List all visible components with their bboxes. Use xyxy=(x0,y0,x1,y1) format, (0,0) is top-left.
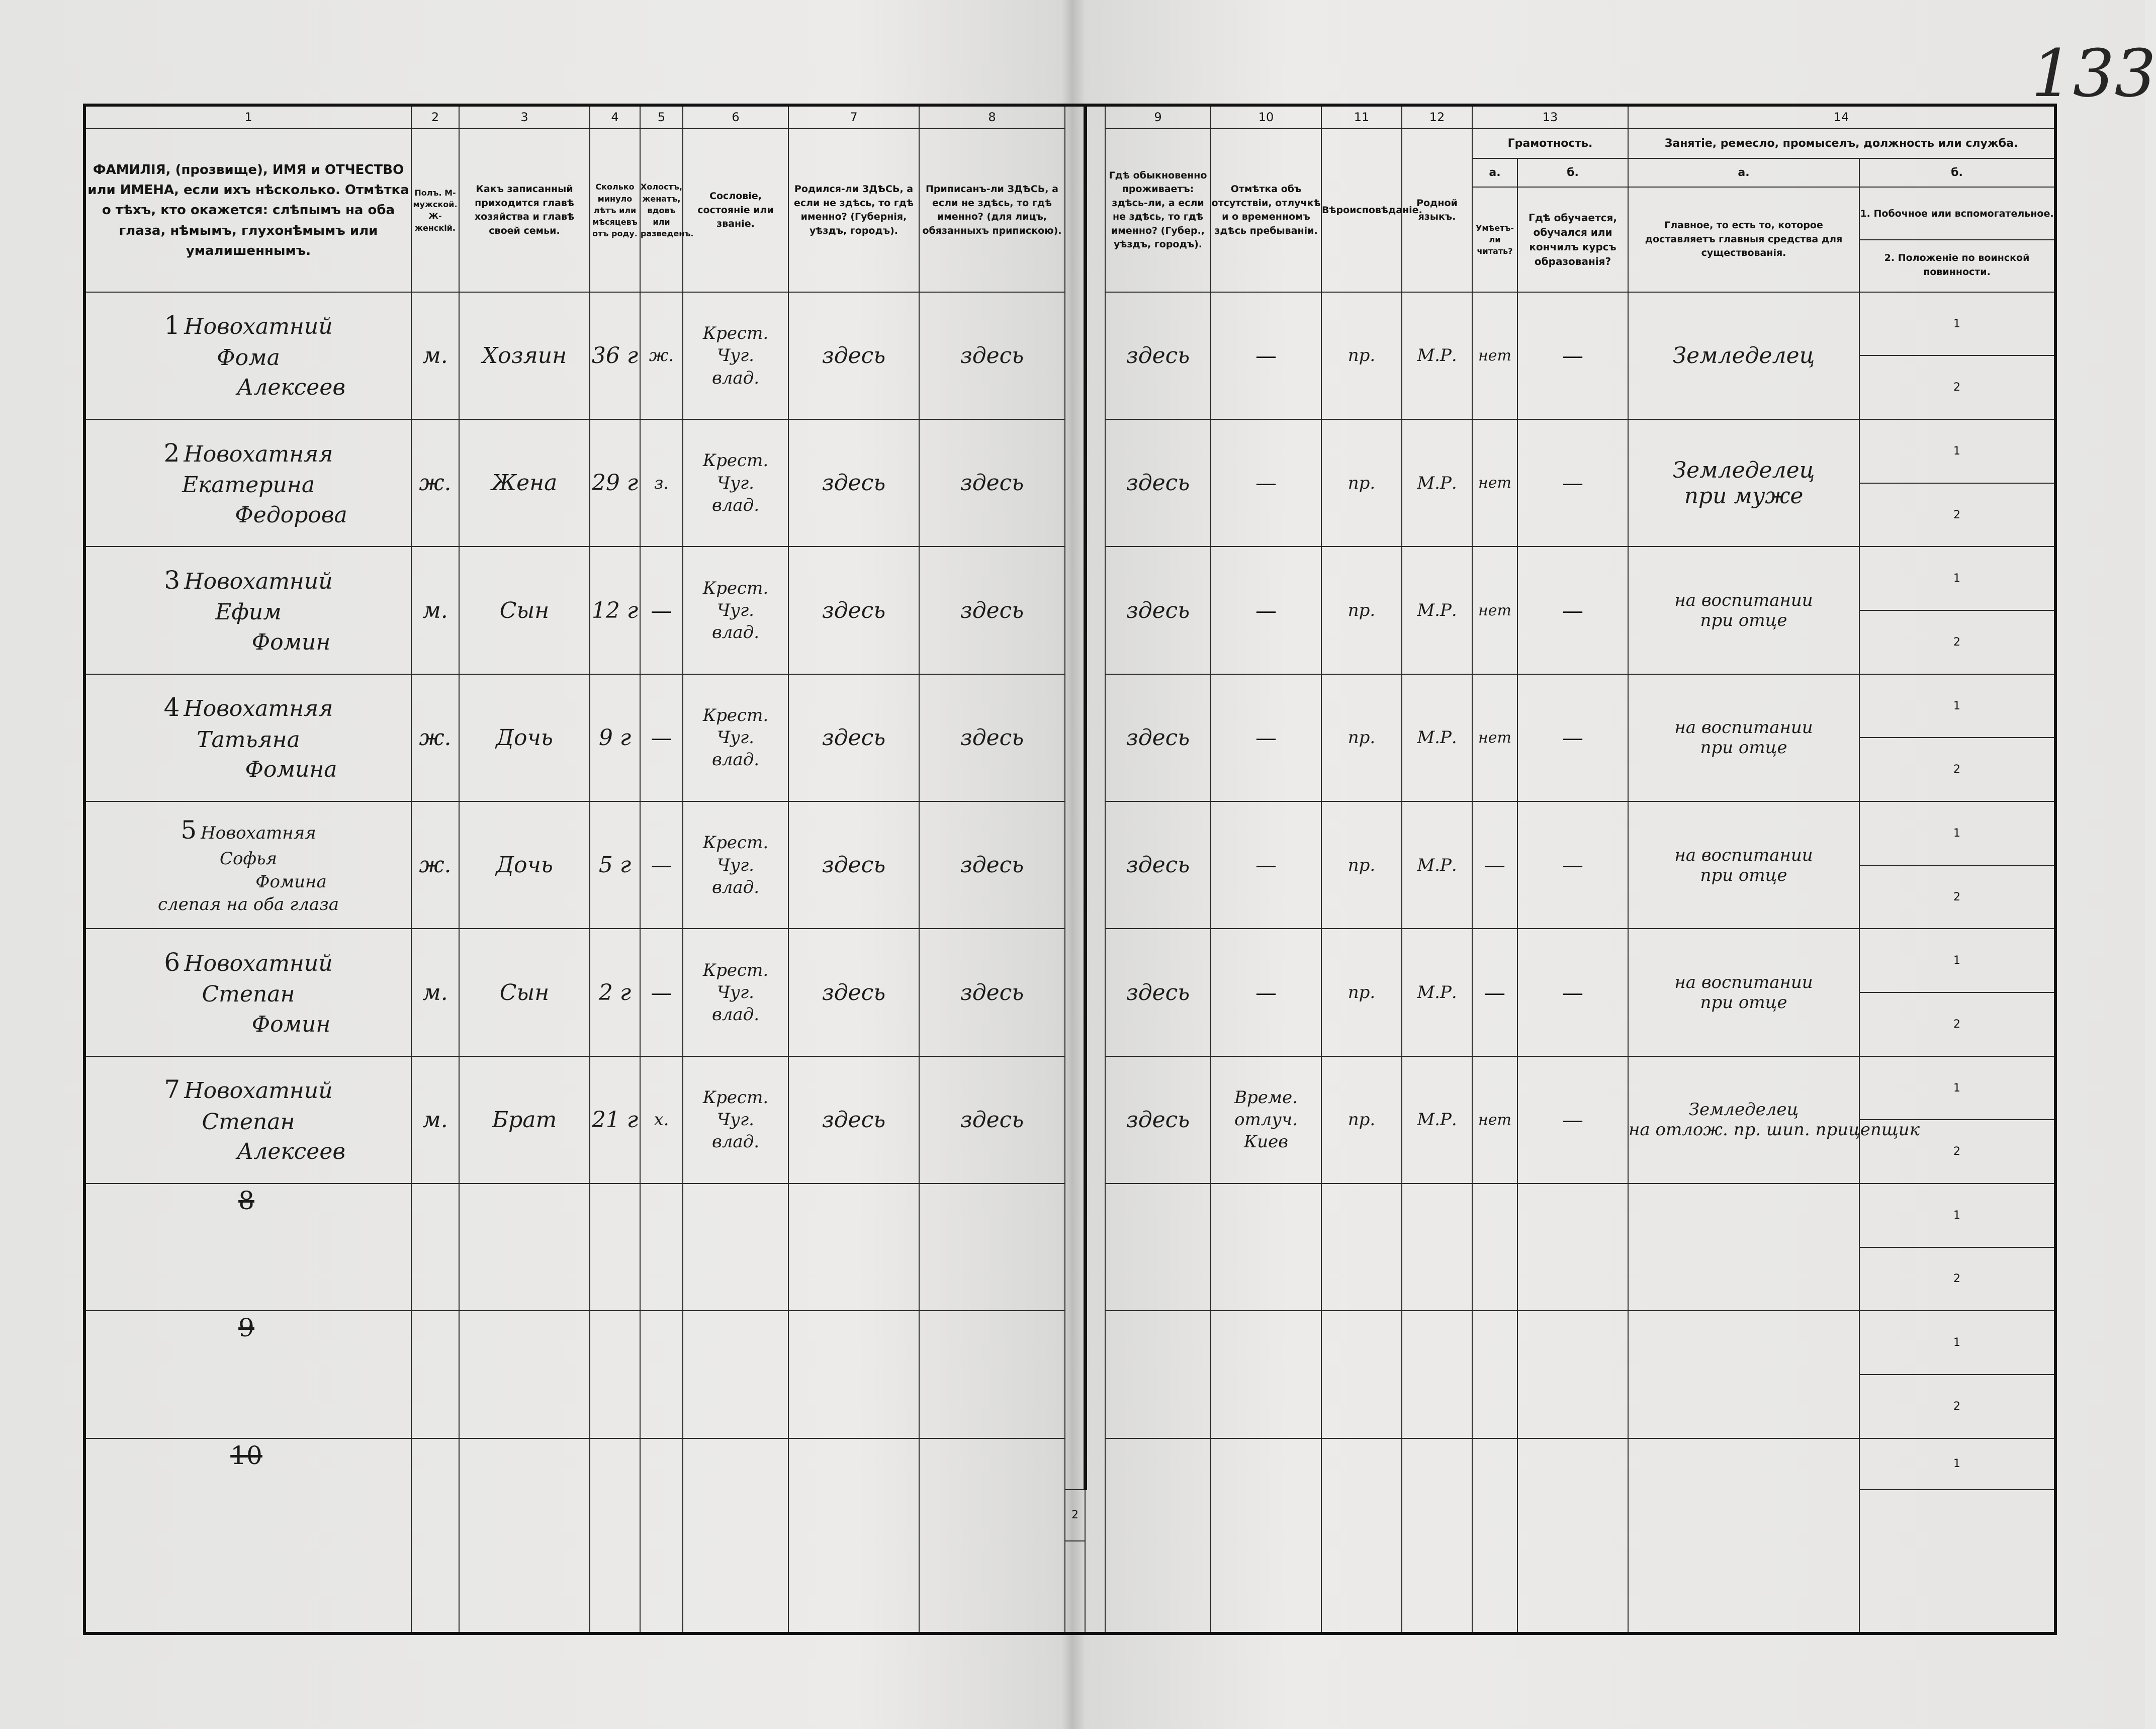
sub-mark: 1 xyxy=(1859,1311,2055,1375)
person-education: — xyxy=(1517,674,1628,801)
person-absence: — xyxy=(1211,674,1321,801)
col-num: 11 xyxy=(1321,105,1402,129)
header-main-occupation: Главное, то есть то, которое доставляетъ главныя средства для существованія. xyxy=(1628,187,1859,292)
person-language: М.Р. xyxy=(1402,929,1472,1056)
column-number-row xyxy=(84,105,2055,129)
person-religion: пр. xyxy=(1321,1056,1402,1184)
person-absence: — xyxy=(1211,547,1321,674)
person-sex: ж. xyxy=(411,419,459,547)
sub-mark: 2 xyxy=(1859,483,2055,547)
person-registration: здесь xyxy=(919,547,1065,674)
header-sex: Полъ. М-мужской. Ж-женскій. xyxy=(411,129,459,292)
person-education: — xyxy=(1517,547,1628,674)
person-occupation: Земледелец на отлож. пр. шип. прицепщик xyxy=(1628,1056,1859,1184)
sub-mark: 2 xyxy=(1859,610,2055,674)
person-language: М.Р. xyxy=(1402,801,1472,929)
person-education: — xyxy=(1517,929,1628,1056)
person-relation: Брат xyxy=(459,1056,590,1184)
person-age: 29 г xyxy=(590,419,640,547)
person-occupation: на воспитании при отце xyxy=(1628,547,1859,674)
person-relation: Дочь xyxy=(459,674,590,801)
header-education: Гдѣ обучается, обучался или кончилъ курсъ образованія? xyxy=(1517,187,1628,292)
person-occupation: на воспитании при отце xyxy=(1628,929,1859,1056)
person-name: 4 Новохатняя Татьяна Фомина xyxy=(84,674,411,801)
person-estate: Крест. Чуг. влад. xyxy=(683,419,788,547)
header-13a-letter: а. xyxy=(1472,158,1517,187)
person-birthplace: здесь xyxy=(788,547,919,674)
col-num: 4 xyxy=(590,105,640,129)
person-marital: — xyxy=(640,929,683,1056)
header-registration: Приписанъ-ли ЗДѢСЬ, а если не здѣсь, то гдѣ именно? (для лицъ, обязанныхъ припискою). xyxy=(919,129,1065,292)
person-religion: пр. xyxy=(1321,292,1402,419)
person-residence: здесь xyxy=(1105,801,1211,929)
person-religion: пр. xyxy=(1321,674,1402,801)
sub-mark: 2 xyxy=(1859,865,2055,929)
person-literate: нет xyxy=(1472,419,1517,547)
person-registration: здесь xyxy=(919,801,1065,929)
person-age: 21 г xyxy=(590,1056,640,1184)
person-relation: Сын xyxy=(459,547,590,674)
person-name: 3 Новохатний Ефим Фомин xyxy=(84,547,411,674)
header-side-occupation: 1. Побочное или вспомогательное. xyxy=(1860,189,2054,240)
person-estate: Крест. Чуг. влад. xyxy=(683,801,788,929)
person-language: М.Р. xyxy=(1402,1056,1472,1184)
header-14b-letter: б. xyxy=(1859,158,2055,187)
person-age: 9 г xyxy=(590,674,640,801)
header-13b-letter: б. xyxy=(1517,158,1628,187)
person-relation: Хозяин xyxy=(459,292,590,419)
page-number: 133 xyxy=(2031,35,2156,112)
col-num: 12 xyxy=(1402,105,1472,129)
header-14a-letter: а. xyxy=(1628,158,1859,187)
person-marital: з. xyxy=(640,419,683,547)
header-estate: Сословіе, состояніе или званіе. xyxy=(683,129,788,292)
person-birthplace: здесь xyxy=(788,801,919,929)
person-religion: пр. xyxy=(1321,547,1402,674)
sub-mark: 1 xyxy=(1859,419,2055,483)
person-age: 12 г xyxy=(590,547,640,674)
person-marital: — xyxy=(640,801,683,929)
person-language: М.Р. xyxy=(1402,674,1472,801)
header-literacy: Грамотность. xyxy=(1472,129,1628,158)
header-occupation: Занятіе, ремесло, промыселъ, должность или служба. xyxy=(1628,129,2055,158)
header-can-read: Умѣетъ-ли читать? xyxy=(1472,187,1517,292)
person-birthplace: здесь xyxy=(788,419,919,547)
empty-row-number: 9 xyxy=(84,1311,411,1438)
person-birthplace: здесь xyxy=(788,292,919,419)
sub-mark: 1 xyxy=(1859,929,2055,992)
person-occupation: на воспитании при отце xyxy=(1628,674,1859,801)
sub-mark: 2 xyxy=(1859,1247,2055,1311)
person-relation: Дочь xyxy=(459,801,590,929)
person-age: 36 г xyxy=(590,292,640,419)
person-relation: Сын xyxy=(459,929,590,1056)
person-marital: х. xyxy=(640,1056,683,1184)
sub-mark: 1 xyxy=(1859,1184,2055,1247)
person-education: — xyxy=(1517,292,1628,419)
person-literate: — xyxy=(1472,929,1517,1056)
person-residence: здесь xyxy=(1105,419,1211,547)
person-birthplace: здесь xyxy=(788,929,919,1056)
book-gutter-right xyxy=(1085,105,1105,1490)
header-religion: Вѣроисповѣданіе. xyxy=(1321,129,1402,292)
person-registration: здесь xyxy=(919,419,1065,547)
person-name: 5 Новохатняя Софья Фомина слепая на оба глаза xyxy=(84,801,411,929)
person-residence: здесь xyxy=(1105,929,1211,1056)
sub-mark: 1 xyxy=(1859,674,2055,738)
col-num: 14 xyxy=(1628,105,2055,129)
person-estate: Крест. Чуг. влад. xyxy=(683,292,788,419)
person-name: 2 Новохатняя Екатерина Федорова xyxy=(84,419,411,547)
person-literate: нет xyxy=(1472,292,1517,419)
person-language: М.Р. xyxy=(1402,419,1472,547)
person-estate: Крест. Чуг. влад. xyxy=(683,1056,788,1184)
book-gutter-left xyxy=(1065,105,1085,1490)
person-estate: Крест. Чуг. влад. xyxy=(683,674,788,801)
person-religion: пр. xyxy=(1321,801,1402,929)
col-num: 10 xyxy=(1211,105,1321,129)
header-residence: Гдѣ обыкновенно проживаетъ: здѣсь-ли, а если не здѣсь, то гдѣ именно? (Губер., уѣздъ, городъ). xyxy=(1105,129,1211,292)
person-occupation: на воспитании при отце xyxy=(1628,801,1859,929)
col-num: 7 xyxy=(788,105,919,129)
person-religion: пр. xyxy=(1321,929,1402,1056)
header-military: 2. Положеніе по воинской повинности. xyxy=(1884,252,2030,278)
sub-mark: 1 xyxy=(1859,292,2055,356)
sub-mark: 1 xyxy=(1859,547,2055,610)
col-num: 5 xyxy=(640,105,683,129)
col-num: 1 xyxy=(84,105,411,129)
person-name: 1 Новохатний Фома Алексеев xyxy=(84,292,411,419)
sub-mark: 2 xyxy=(1859,992,2055,1056)
header-absence: Отмѣтка объ отсутствіи, отлучкѣ и о временномъ здѣсь пребываніи. xyxy=(1211,129,1321,292)
sub-mark: 2 xyxy=(1859,1375,2055,1438)
person-residence: здесь xyxy=(1105,674,1211,801)
person-language: М.Р. xyxy=(1402,547,1472,674)
person-estate: Крест. Чуг. влад. xyxy=(683,929,788,1056)
person-birthplace: здесь xyxy=(788,1056,919,1184)
sub-mark: 2 xyxy=(1859,1120,2055,1184)
person-registration: здесь xyxy=(919,292,1065,419)
person-estate: Крест. Чуг. влад. xyxy=(683,547,788,674)
person-residence: здесь xyxy=(1105,292,1211,419)
person-marital: — xyxy=(640,674,683,801)
person-marital: — xyxy=(640,547,683,674)
header-age: Сколько минуло лѣтъ или мѣсяцевъ отъ роду. xyxy=(590,129,640,292)
person-absence: — xyxy=(1211,419,1321,547)
person-literate: нет xyxy=(1472,1056,1517,1184)
person-name: 6 Новохатний Степан Фомин xyxy=(84,929,411,1056)
empty-row-number: 10 xyxy=(84,1438,411,1633)
person-occupation: Земледелец при муже xyxy=(1628,419,1859,547)
census-form-table xyxy=(83,104,2057,1635)
sub-mark: 2 xyxy=(1859,355,2055,419)
person-literate: нет xyxy=(1472,547,1517,674)
person-residence: здесь xyxy=(1105,547,1211,674)
sub-mark: 1 xyxy=(1859,801,2055,865)
person-birthplace: здесь xyxy=(788,674,919,801)
header-secondary xyxy=(1859,187,2055,292)
col-num: 3 xyxy=(459,105,590,129)
person-absence: — xyxy=(1211,801,1321,929)
sub-mark: 2 xyxy=(1065,1490,1085,1541)
person-registration: здесь xyxy=(919,929,1065,1056)
header-language: Родной языкъ. xyxy=(1402,129,1472,292)
header-relation: Какъ записанный приходится главѣ хозяйства и главѣ своей семьи. xyxy=(459,129,590,292)
person-education: — xyxy=(1517,419,1628,547)
person-marital: ж. xyxy=(640,292,683,419)
person-registration: здесь xyxy=(919,1056,1065,1184)
col-num: 9 xyxy=(1105,105,1211,129)
person-absence: — xyxy=(1211,292,1321,419)
person-literate: — xyxy=(1472,801,1517,929)
col-num: 13 xyxy=(1472,105,1628,129)
col-num: 6 xyxy=(683,105,788,129)
person-absence: — xyxy=(1211,929,1321,1056)
person-sex: м. xyxy=(411,292,459,419)
person-registration: здесь xyxy=(919,674,1065,801)
header-marital: Холостъ, женатъ, вдовъ или разведенъ. xyxy=(640,129,683,292)
sub-mark: 1 xyxy=(1859,1056,2055,1120)
person-name: 7 Новохатний Степан Алексеев xyxy=(84,1056,411,1184)
col-num: 8 xyxy=(919,105,1065,129)
sub-mark: 2 xyxy=(1859,738,2055,801)
person-literate: нет xyxy=(1472,674,1517,801)
person-occupation: Земледелец xyxy=(1628,292,1859,419)
col-num: 2 xyxy=(411,105,459,129)
person-sex: м. xyxy=(411,1056,459,1184)
person-language: М.Р. xyxy=(1402,292,1472,419)
person-religion: пр. xyxy=(1321,419,1402,547)
person-sex: м. xyxy=(411,547,459,674)
person-age: 5 г xyxy=(590,801,640,929)
person-absence: Време. отлуч. Киев xyxy=(1211,1056,1321,1184)
person-education: — xyxy=(1517,1056,1628,1184)
person-relation: Жена xyxy=(459,419,590,547)
person-sex: ж. xyxy=(411,674,459,801)
empty-row-number: 8 xyxy=(84,1184,411,1311)
sub-mark: 1 xyxy=(1859,1438,2055,1490)
person-residence: здесь xyxy=(1105,1056,1211,1184)
person-age: 2 г xyxy=(590,929,640,1056)
header-name: ФАМИЛІЯ, (прозвище), ИМЯ и ОТЧЕСТВО или ИМЕНА, если ихъ нѣсколько. Отмѣтка о тѣхъ, кто окажется: слѣпымъ на оба глаза, нѣмымъ, глухонѣмымъ или умалишеннымъ. xyxy=(84,129,411,292)
header-birthplace: Родился-ли ЗДѢСЬ, а если не здѣсь, то гдѣ именно? (Губернія, уѣздъ, городъ). xyxy=(788,129,919,292)
person-sex: м. xyxy=(411,929,459,1056)
person-education: — xyxy=(1517,801,1628,929)
person-sex: ж. xyxy=(411,801,459,929)
